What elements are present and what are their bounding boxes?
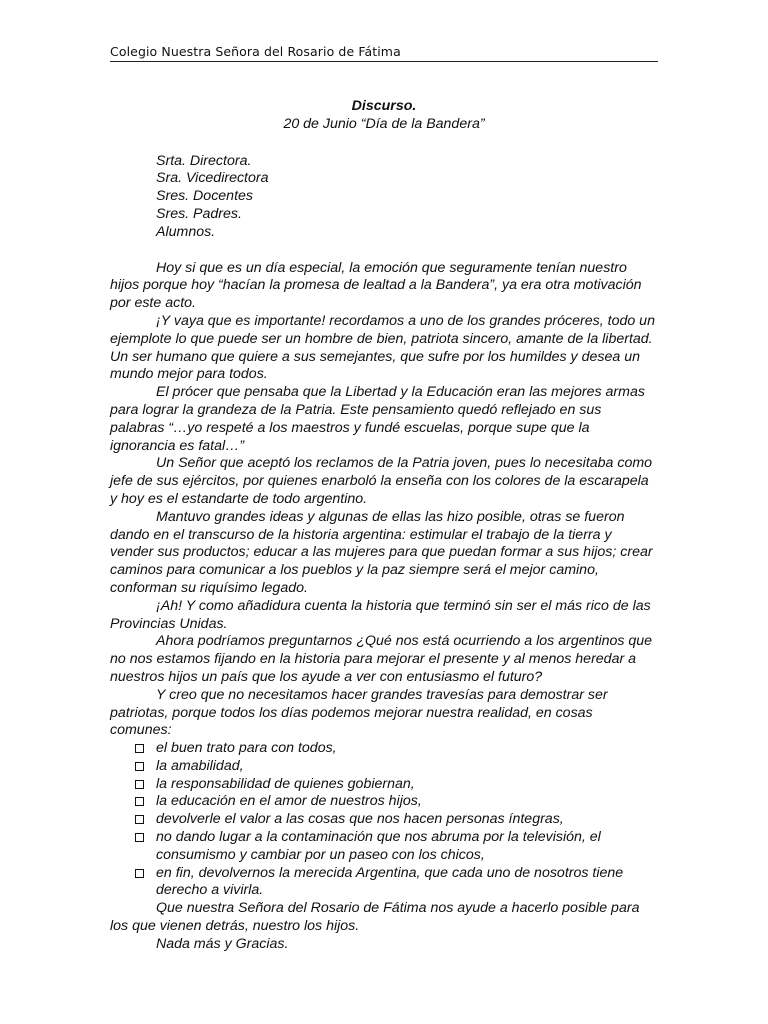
closing-paragraph: Que nuestra Señora del Rosario de Fátima nos ayude a hacerlo posible para los que vienen detrás, nuestro los hijos. [110,900,640,935]
list-item-text: la responsabilidad de quienes gobiernan, [156,775,415,792]
greeting-line: Sres. Padres. [156,205,242,222]
list-item-text: devolverle el valor a las cosas que nos hacen personas íntegras, [156,811,564,828]
checkbox-bullet-icon [135,815,144,824]
paragraph: El prócer que pensaba que la Libertad y la Educación eran las mejores armas para lograr la grandeza de la Patria. Este pensamiento quedó reflejado en sus palabras “…yo respeté a los maestros y fundé escuelas, porque supe que la ignorancia es fatal…” [110,384,645,454]
greetings-block [110,153,658,242]
document-header [110,44,658,62]
speech-body [110,98,658,954]
paragraph: Ahora podríamos preguntarnos ¿Qué nos está ocurriendo a los argentinos que no nos estamos fijando en la historia para mejorar el presente y al menos heredar a nuestros hijos un país que los ayude a ver con entusiasmo el futuro? [110,633,653,685]
greeting-line: Sra. Vicedirectora [156,170,269,187]
paragraph: Mantuvo grandes ideas y algunas de ellas las hizo posible, otras se fueron dando en el transcurso de la historia argentina: estimular el trabajo de la tierra y vender sus productos; educar a las mujeres para que puedan formar a sus hijos; crear caminos para comunicar a los pueblos y la paz siempre será el mejor camino, conforman su riquísimo legado. [110,508,653,596]
greeting-line: Alumnos. [156,223,216,240]
paragraph: ¡Ah! Y como añadidura cuenta la historia que terminó sin ser el más rico de las Provincias Unidas. [110,597,651,632]
list-item-text: el buen trato para con todos, [156,740,337,757]
list-item [110,793,658,811]
school-name: Colegio Nuestra Señora del Rosario de Fátima [110,44,401,59]
paragraph: Y creo que no necesitamos hacer grandes travesías para demostrar ser patriotas, porque todos los días podemos mejorar nuestra realidad, en cosas comunes: [110,686,608,739]
paragraph: Un Señor que aceptó los reclamos de la Patria joven, pues lo necesitaba como jefe de sus ejércitos, por quienes enarboló la enseña con los colores de la escarapela y hoy es el estandarte de todo argentino. [110,455,653,507]
paragraph: Hoy si que es un día especial, la emoción que seguramente tenían nuestro hijos porque hoy “hacían la promesa de lealtad a la Bandera”, ya era otra motivación por este acto. [110,259,642,312]
list-item-text: la educación en el amor de nuestros hijos, [156,793,422,810]
list-item-text: la amabilidad, [156,757,244,774]
speech-title: Discurso. [351,98,417,114]
list-item [110,776,658,794]
checkbox-bullet-icon [135,744,144,753]
speech-date: 20 de Junio “Día de la Bandera” [283,115,485,132]
checkbox-bullet-icon [135,797,144,806]
list-item [110,829,658,865]
checkbox-bullet-icon [135,869,144,878]
list-item-text: en fin, devolvernos la merecida Argentina, que cada uno de nosotros tiene derecho a vivirla. [156,864,624,899]
checkbox-bullet-icon [135,762,144,771]
bullet-list [110,740,658,900]
greeting-line: Srta. Directora. [156,152,252,169]
greeting-line: Sres. Docentes [156,188,253,205]
list-item-text: no dando lugar a la contaminación que nos abruma por la televisión, el consumismo y cambiar por un paseo con los chicos, [156,829,601,863]
closing-thanks: Nada más y Gracias. [156,935,289,952]
list-item [110,740,658,758]
list-item [110,811,658,829]
list-item [110,758,658,776]
checkbox-bullet-icon [135,833,144,842]
list-item [110,865,658,901]
paragraph: ¡Y vaya que es importante! recordamos a uno de los grandes próceres, todo un ejemplote lo que puede ser un hombre de bien, patriota sincero, amante de la libertad. Un ser humano que quiere a sus semejantes, que sufre por los humildes y desea un mundo mejor para todos. [110,312,655,383]
checkbox-bullet-icon [135,780,144,789]
